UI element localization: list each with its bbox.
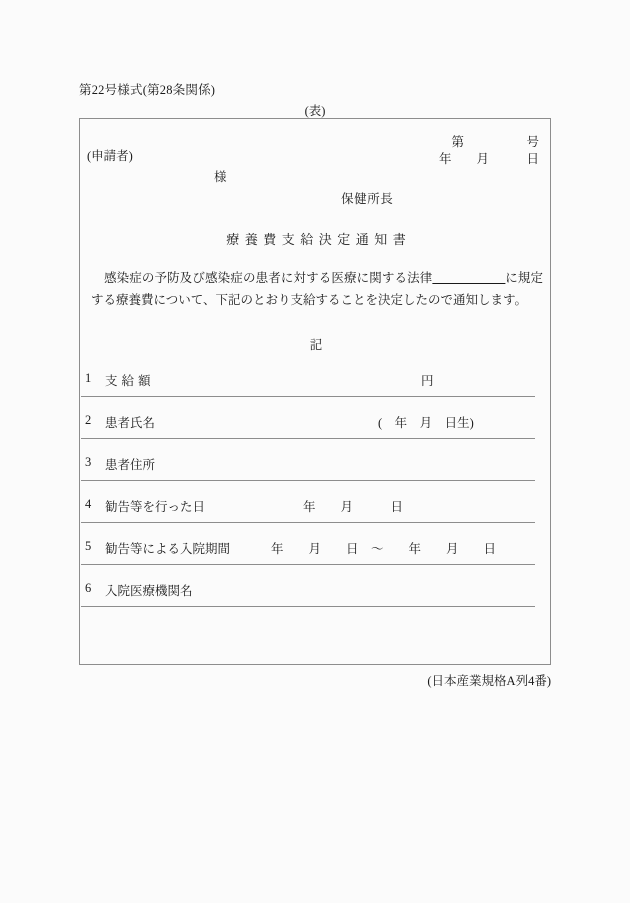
recommendation-date-field: 年 月 日 bbox=[303, 500, 404, 514]
note-marker: 記 bbox=[309, 338, 323, 352]
item-number: 2 bbox=[85, 413, 92, 427]
document-date-field: 年 月 日 bbox=[438, 152, 539, 166]
body-text-part2: に規定する療養費について、下記のとおり支給することを決定したので通知します。 bbox=[91, 271, 543, 307]
document-number-field: 第 号 bbox=[451, 135, 539, 149]
side-mark: (表) bbox=[304, 104, 326, 118]
item-label-patient-address: 患者住所 bbox=[105, 458, 156, 472]
item-row-patient-name bbox=[81, 411, 535, 439]
form-code: 第22号様式(第28条関係) bbox=[79, 83, 216, 97]
notice-form-box bbox=[79, 118, 551, 665]
item-row-medical-institution bbox=[81, 579, 535, 607]
item-number: 1 bbox=[85, 371, 92, 385]
item-label-patient-name: 患者氏名 bbox=[105, 416, 156, 430]
item-number: 6 bbox=[85, 581, 92, 595]
item-label-payment-amount: 支給額 bbox=[105, 374, 155, 388]
item-label-medical-institution: 入院医療機関名 bbox=[105, 584, 193, 598]
issuer-title: 保健所長 bbox=[341, 192, 394, 206]
currency-unit-yen: 円 bbox=[421, 374, 434, 388]
page-title: 療養費支給決定通知書 bbox=[226, 232, 412, 247]
applicant-label: (申請者) bbox=[87, 149, 133, 163]
item-number: 5 bbox=[85, 539, 92, 553]
body-text-part1: 感染症の予防及び感染症の患者に対する医療に関する法律 bbox=[104, 271, 433, 285]
item-number: 4 bbox=[85, 497, 92, 511]
item-row-recommendation-date bbox=[81, 495, 535, 523]
hospitalization-period-field: 年 月 日 〜 年 月 日 bbox=[271, 542, 497, 556]
addressee-honorific: 様 bbox=[214, 170, 227, 184]
paper-size-note: (日本産業規格A列4番) bbox=[427, 674, 551, 688]
item-row-patient-address bbox=[81, 453, 535, 481]
item-label-recommendation-date: 勧告等を行った日 bbox=[105, 500, 206, 514]
item-row-hospitalization-period bbox=[81, 537, 535, 565]
item-row-payment-amount bbox=[81, 369, 535, 397]
notice-body-text bbox=[91, 267, 543, 311]
law-name-blank: ＿＿＿＿＿＿ bbox=[432, 271, 506, 285]
item-label-hospitalization-period: 勧告等による入院期間 bbox=[105, 542, 231, 556]
item-number: 3 bbox=[85, 455, 92, 469]
patient-birthdate-field: ( 年 月 日生) bbox=[378, 416, 474, 430]
